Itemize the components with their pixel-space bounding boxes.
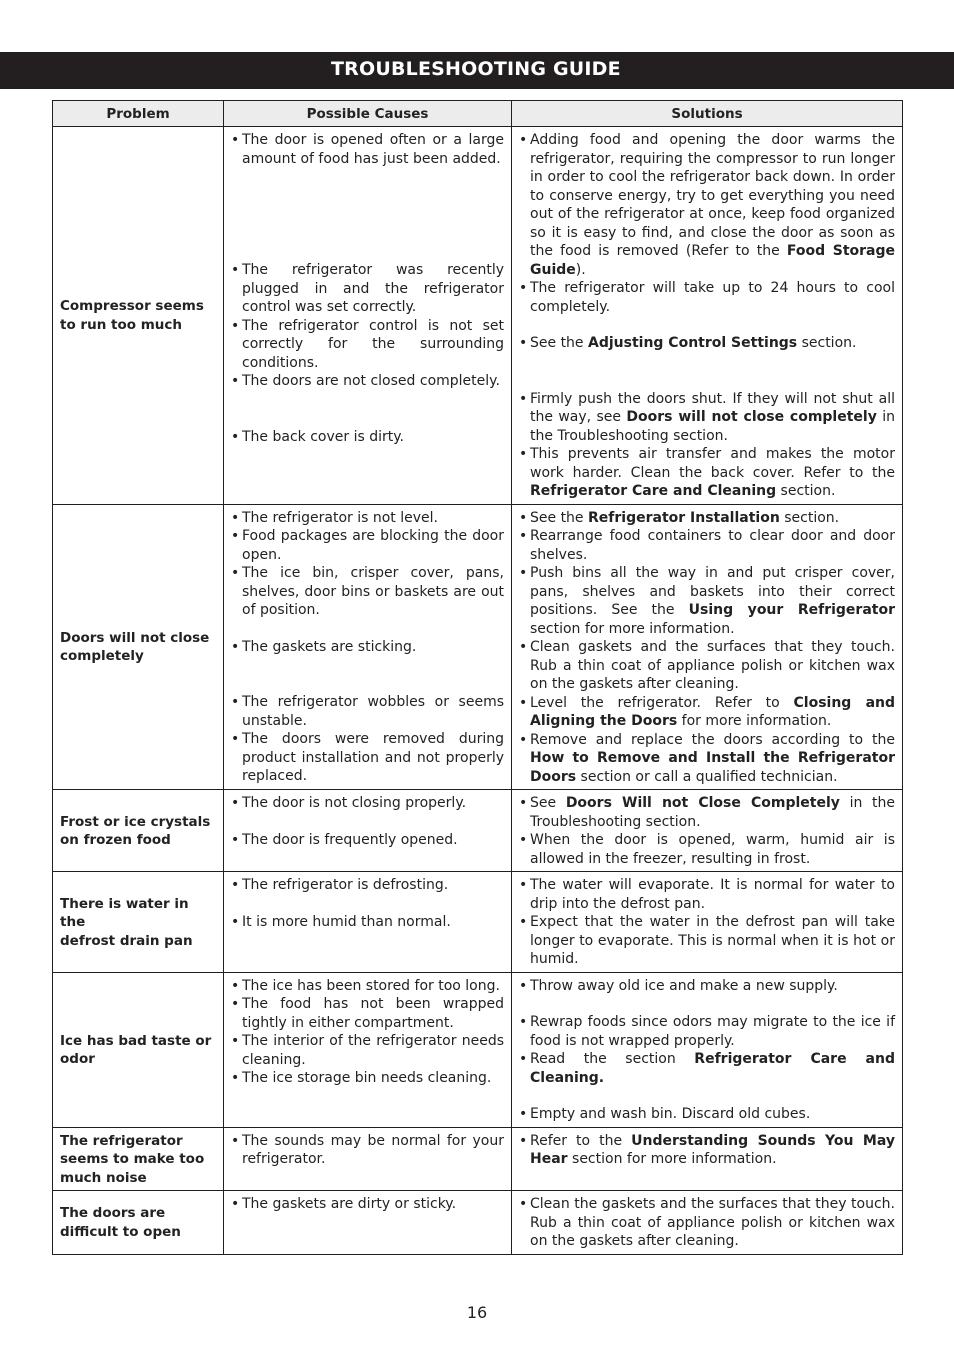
solution-text: Remove and replace the doors according to the (530, 731, 895, 748)
cause-item: • The sounds may be normal for your refrigerator. (231, 1132, 504, 1169)
solutions-cell (512, 972, 903, 1127)
solution-item (519, 913, 895, 969)
solution-text: section. (776, 483, 836, 499)
solution-text: section for more information. (530, 620, 735, 637)
cause-item: • The gaskets are sticking. (231, 638, 504, 657)
causes-list (231, 1132, 504, 1169)
solution-item (519, 1105, 895, 1124)
solutions-list (519, 977, 895, 1124)
solution-reference: How to Remove and Install the Refrigerator Doors (530, 750, 895, 785)
solution-text: Empty and wash bin. Discard old cubes. (530, 1106, 811, 1122)
solution-item (519, 334, 895, 353)
cause-item: • It is more humid than normal. (231, 913, 504, 932)
cause-item: • The door is opened often or a large amount of food has just been added. (231, 131, 504, 168)
solution-text: Rearrange food containers to clear door and door shelves. (530, 528, 895, 563)
solution-text: ). (575, 261, 586, 278)
table-row (53, 1191, 903, 1255)
solution-text: Clean the gaskets and the surfaces that they touch. Rub a thin coat of appliance polish or kitchen wax on the gaskets after cleaning. (530, 1196, 895, 1249)
solution-text: Level the refrigerator. Refer to (530, 694, 794, 711)
solution-reference: Doors will not close completely (626, 409, 877, 425)
causes-cell (224, 872, 512, 973)
cause-item: • The ice bin, crisper cover, pans, shelves, door bins or baskets are out of position. (231, 564, 504, 620)
problem-cell (53, 504, 224, 790)
solution-reference: Understanding Sounds You May Hear (530, 1132, 895, 1167)
problem-cell (53, 1191, 224, 1255)
solution-reference: Refrigerator Care and Cleaning. (530, 1051, 895, 1086)
solutions-list (519, 1132, 895, 1169)
solution-reference: Using your Refrigerator (688, 602, 895, 618)
causes-cell (224, 504, 512, 790)
solution-text: Clean gaskets and the surfaces that they touch. Rub a thin coat of appliance polish or kitchen wax on the gaskets after cleaning. (530, 639, 895, 692)
problem-text: Compressor seems to run too much (60, 298, 204, 333)
solution-text: See the (530, 335, 588, 351)
solution-text: See the (530, 509, 588, 526)
solution-text: section or call a qualified technician. (576, 768, 838, 785)
solution-text: This prevents air transfer and makes the motor work harder. Clean the back cover. Refer to the (530, 446, 895, 481)
cause-item: • The interior of the refrigerator needs cleaning. (231, 1032, 504, 1069)
solution-text: When the door is opened, warm, humid air is allowed in the freezer, resulting in frost. (530, 832, 895, 867)
solution-text: Adding food and opening the door warms the refrigerator, requiring the compressor to run longer in order to cool the refrigerator back down. In order to conserve energy, try to get everything you need out of the refrigerator at once, keep food organized so it is easy to find, and close the door as soon as the food is removed (Refer to the (530, 132, 895, 259)
section-banner (0, 52, 954, 89)
problem-text: Ice has bad taste or odor (60, 1032, 212, 1067)
solution-text: Push bins all the way in and put crisper cover, pans, shelves and baskets into their correct positions. See the (530, 565, 895, 618)
cause-item: • The refrigerator is defrosting. (231, 876, 504, 895)
solution-item (519, 731, 895, 787)
column-header-causes: Possible Causes (224, 101, 512, 127)
cause-item: • The refrigerator control is not set correctly for the surrounding conditions. (231, 317, 504, 373)
solution-item (519, 390, 895, 446)
solutions-list (519, 131, 895, 501)
solution-text: in the Troubleshooting section. (530, 409, 895, 444)
problem-cell (53, 1127, 224, 1191)
causes-cell (224, 790, 512, 872)
cause-item: • Food packages are blocking the door open. (231, 527, 504, 564)
solutions-list (519, 794, 895, 868)
solution-item (519, 527, 895, 564)
solution-item (519, 564, 895, 638)
table-row (53, 504, 903, 790)
table-row (53, 790, 903, 872)
cause-item: • The ice has been stored for too long. (231, 977, 504, 996)
solution-item (519, 831, 895, 868)
causes-list (231, 794, 504, 849)
solution-item (519, 279, 895, 316)
solution-text: section. (779, 509, 840, 526)
solutions-cell (512, 127, 903, 505)
problem-text: The refrigerator seems to make too much noise (60, 1132, 205, 1186)
solution-text: The water will evaporate. It is normal for water to drip into the defrost pan. (530, 877, 895, 912)
causes-cell (224, 1127, 512, 1191)
table-row (53, 972, 903, 1127)
solution-item (519, 1195, 895, 1251)
cause-item: • The back cover is dirty. (231, 428, 504, 447)
solutions-cell (512, 1127, 903, 1191)
solution-reference: Closing and Aligning the Doors (530, 694, 895, 729)
cause-item: • The doors are not closed completely. (231, 372, 504, 391)
cause-item: • The food has not been wrapped tightly in either compartment. (231, 995, 504, 1032)
solution-item (519, 445, 895, 501)
cause-item: • The refrigerator wobbles or seems unstable. (231, 693, 504, 730)
problem-cell (53, 972, 224, 1127)
solution-text: section for more information. (567, 1151, 777, 1167)
solutions-cell (512, 1191, 903, 1255)
table-row (53, 872, 903, 973)
solution-reference: Adjusting Control Settings (588, 335, 798, 351)
problem-text: There is water in the defrost drain pan (60, 895, 193, 949)
table-row (53, 1127, 903, 1191)
cause-item: • The ice storage bin needs cleaning. (231, 1069, 504, 1088)
solution-text: Firmly push the doors shut. If they will not shut all the way, see (530, 390, 895, 425)
column-header-solutions: Solutions (512, 101, 903, 127)
solution-reference: Food Storage Guide (530, 243, 896, 278)
solution-text: Rewrap foods since odors may migrate to the ice if food is not wrapped properly. (530, 1014, 895, 1049)
solutions-list (519, 509, 895, 787)
table-header-row (53, 101, 903, 127)
causes-cell (224, 972, 512, 1127)
solution-item (519, 509, 895, 528)
problem-cell (53, 872, 224, 973)
solutions-cell (512, 872, 903, 973)
causes-cell (224, 127, 512, 505)
solution-text: for more information. (677, 713, 832, 729)
causes-list (231, 1195, 504, 1214)
problem-text: The doors are difficult to open (60, 1205, 181, 1240)
solution-item (519, 694, 895, 731)
solutions-list (519, 876, 895, 969)
solution-item (519, 131, 895, 279)
causes-list (231, 876, 504, 931)
column-header-problem: Problem (53, 101, 224, 127)
cause-item: • The gaskets are dirty or sticky. (231, 1195, 504, 1214)
solution-item (519, 638, 895, 694)
solution-item (519, 1013, 895, 1050)
solution-text: section. (797, 335, 857, 351)
solution-text: Throw away old ice and make a new supply. (530, 977, 838, 994)
table-body (53, 127, 903, 1255)
causes-list (231, 977, 504, 1088)
cause-item: • The doors were removed during product installation and not properly replaced. (231, 730, 504, 786)
solutions-list (519, 1195, 895, 1251)
problem-text: Frost or ice crystals on frozen food (60, 813, 211, 848)
solution-text: Read the section (530, 1051, 695, 1067)
solution-reference: Doors Will not Close Completely (565, 795, 840, 811)
solution-text: Refer to the (530, 1132, 632, 1149)
solution-item (519, 1132, 895, 1169)
cause-item: • The door is frequently opened. (231, 831, 504, 850)
causes-list (231, 131, 504, 446)
solution-text: See (530, 795, 566, 811)
cause-item: • The door is not closing properly. (231, 794, 504, 813)
cause-item: • The refrigerator was recently plugged in and the refrigerator control was set correctly. (231, 261, 504, 317)
solution-reference: Refrigerator Care and Cleaning (530, 483, 777, 499)
solution-item (519, 794, 895, 831)
solution-item (519, 977, 895, 996)
table-row (53, 127, 903, 505)
solution-item (519, 876, 895, 913)
solutions-cell (512, 504, 903, 790)
solution-text: The refrigerator will take up to 24 hours to cool completely. (530, 280, 895, 315)
solution-text: in the Troubleshooting section. (530, 795, 895, 830)
page-number: 16 (466, 1303, 488, 1322)
solution-item (519, 1050, 895, 1087)
problem-cell (53, 127, 224, 505)
problem-text: Doors will not close completely (60, 629, 210, 665)
causes-list (231, 509, 504, 786)
cause-item: • The refrigerator is not level. (231, 509, 504, 528)
problem-cell (53, 790, 224, 872)
solutions-cell (512, 790, 903, 872)
solution-reference: Refrigerator Installation (588, 509, 780, 526)
troubleshooting-table (52, 100, 903, 1255)
solution-text: Expect that the water in the defrost pan will take longer to evaporate. This is normal when it is hot or humid. (530, 914, 895, 967)
page-title: TROUBLESHOOTING GUIDE (331, 58, 621, 80)
causes-cell (224, 1191, 512, 1255)
